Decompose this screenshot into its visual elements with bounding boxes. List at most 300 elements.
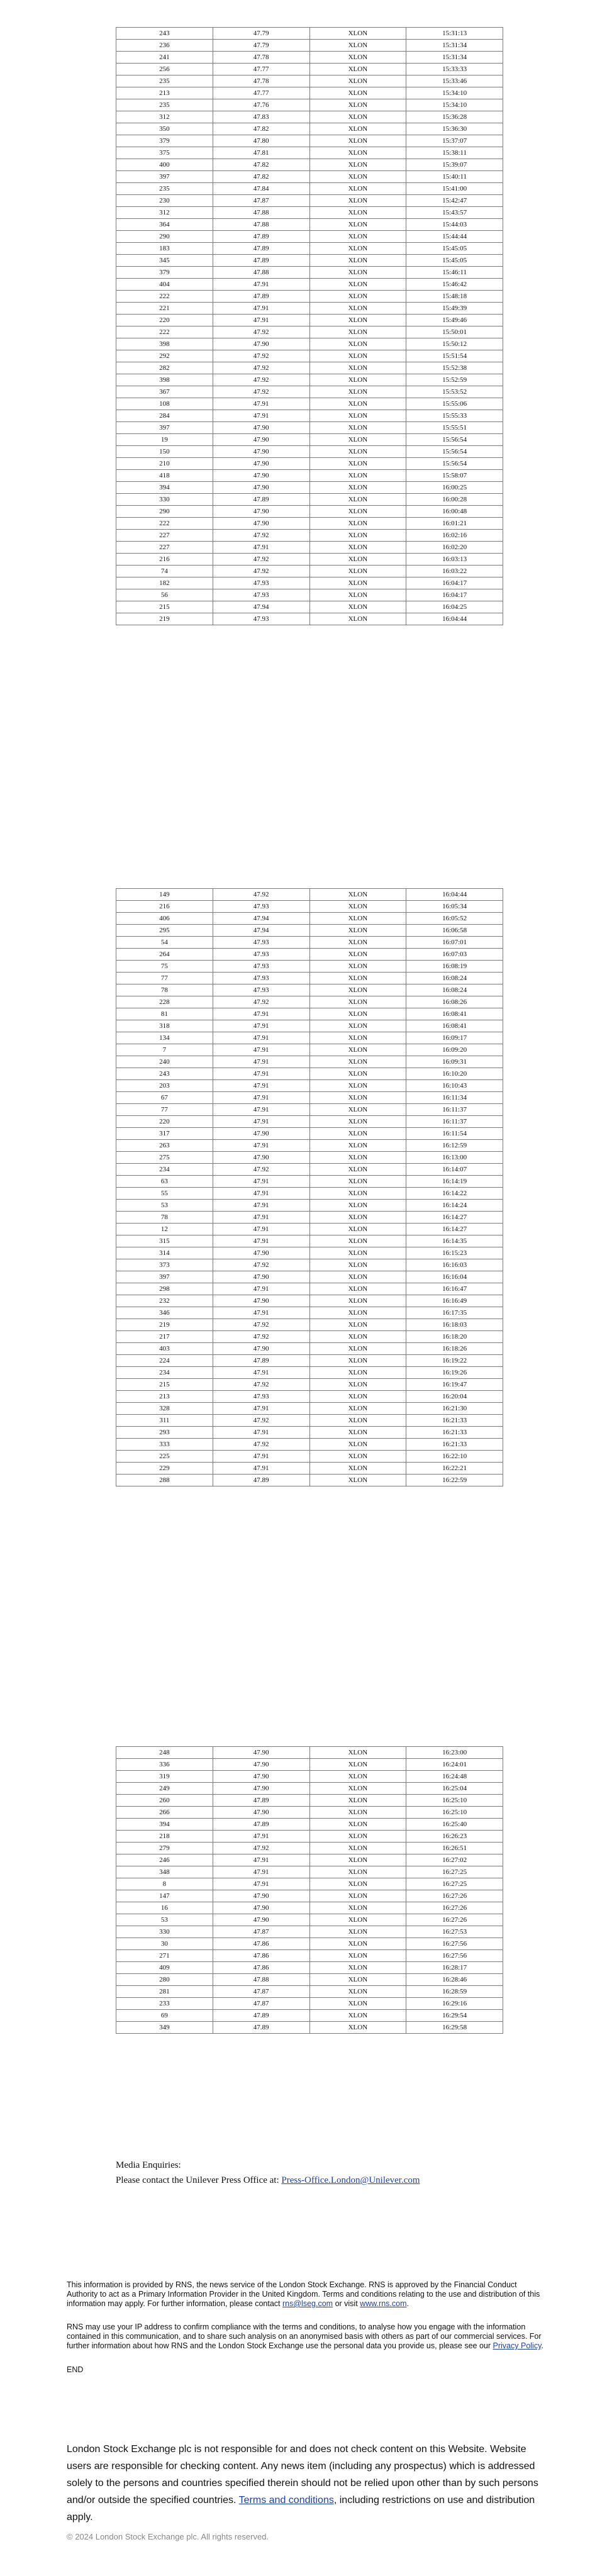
venue-cell: XLON [309,1795,406,1807]
price-cell: 47.92 [213,889,309,901]
venue-cell: XLON [309,64,406,75]
venue-cell: XLON [309,1914,406,1926]
time-cell: 16:22:59 [406,1475,503,1486]
volume-cell: 81 [116,1008,213,1020]
price-cell: 47.93 [213,589,309,601]
price-cell: 47.92 [213,362,309,374]
price-cell: 47.91 [213,1878,309,1890]
table-row [116,147,503,159]
venue-cell: XLON [309,984,406,996]
price-cell: 47.90 [213,446,309,458]
price-cell: 47.94 [213,913,309,925]
table-row [116,1831,503,1843]
time-cell: 15:48:18 [406,291,503,303]
time-cell: 15:45:05 [406,243,503,255]
venue-cell: XLON [309,231,406,243]
volume-cell: 227 [116,542,213,554]
price-cell: 47.79 [213,28,309,40]
venue-cell: XLON [309,1819,406,1831]
volume-cell: 397 [116,171,213,183]
volume-cell: 397 [116,1271,213,1283]
price-cell: 47.90 [213,1271,309,1283]
time-cell: 16:16:04 [406,1271,503,1283]
time-cell: 15:52:38 [406,362,503,374]
price-cell: 47.92 [213,1319,309,1331]
table-row [116,925,503,937]
price-cell: 47.90 [213,338,309,350]
price-cell: 47.81 [213,147,309,159]
time-cell: 16:00:28 [406,494,503,506]
table-row [116,243,503,255]
venue-cell: XLON [309,40,406,52]
table-row [116,1008,503,1020]
price-cell: 47.82 [213,171,309,183]
table-row [116,1759,503,1771]
volume-cell: 333 [116,1439,213,1451]
time-cell: 16:08:41 [406,1008,503,1020]
price-cell: 47.93 [213,577,309,589]
venue-cell: XLON [309,1926,406,1938]
volume-cell: 394 [116,1819,213,1831]
volume-cell: 330 [116,494,213,506]
table-row [116,1080,503,1092]
time-cell: 15:39:07 [406,159,503,171]
volume-cell: 222 [116,291,213,303]
time-cell: 16:08:41 [406,1020,503,1032]
price-cell: 47.94 [213,925,309,937]
media-contact-line [116,2173,420,2188]
time-cell: 15:34:10 [406,99,503,111]
venue-cell: XLON [309,410,406,422]
venue-cell: XLON [309,1998,406,2010]
table-row [116,984,503,996]
table-row [116,1032,503,1044]
price-cell: 47.76 [213,99,309,111]
venue-cell: XLON [309,1367,406,1379]
venue-cell: XLON [309,2010,406,2022]
table-row [116,422,503,434]
volume-cell: 282 [116,362,213,374]
price-cell: 47.93 [213,949,309,961]
table-row [116,542,503,554]
volume-cell: 12 [116,1224,213,1235]
price-cell: 47.92 [213,386,309,398]
time-cell: 16:21:33 [406,1439,503,1451]
trades-table-1 [116,27,503,625]
table-row [116,2022,503,2034]
volume-cell: 236 [116,40,213,52]
venue-cell: XLON [309,1962,406,1974]
time-cell: 15:55:06 [406,398,503,410]
time-cell: 16:25:40 [406,1819,503,1831]
time-cell: 16:18:26 [406,1343,503,1355]
table-row [116,1044,503,1056]
venue-cell: XLON [309,1974,406,1986]
volume-cell: 210 [116,458,213,470]
venue-cell: XLON [309,147,406,159]
table-row [116,1403,503,1415]
table-row [116,1343,503,1355]
press-office-email-link[interactable]: Press-Office.London@Unilever.com [281,2175,420,2185]
venue-cell: XLON [309,482,406,494]
time-cell: 16:24:01 [406,1759,503,1771]
venue-cell: XLON [309,291,406,303]
venue-cell: XLON [309,1427,406,1439]
time-cell: 16:25:10 [406,1807,503,1819]
table-row [116,315,503,326]
venue-cell: XLON [309,398,406,410]
price-cell: 47.92 [213,326,309,338]
volume-cell: 284 [116,410,213,422]
venue-cell: XLON [309,303,406,315]
volume-cell: 400 [116,159,213,171]
media-heading: Media Enquiries: [116,2160,181,2170]
volume-cell: 281 [116,1986,213,1998]
price-cell: 47.90 [213,470,309,482]
venue-cell: XLON [309,87,406,99]
price-cell: 47.86 [213,1950,309,1962]
venue-cell: XLON [309,494,406,506]
volume-cell: 403 [116,1343,213,1355]
price-cell: 47.92 [213,1415,309,1427]
venue-cell: XLON [309,1902,406,1914]
price-cell: 47.93 [213,937,309,949]
rns-disclaimer-text: This information is provided by RNS, the news service of the London Stock Exchange. RNS is approved by the Financial Conduct Authority to act as a Primary Information Provider in the United Kingdom. Terms and conditions relating to the use and distribution of this information may apply. For further information, please contact [67,2280,540,2308]
price-cell: 47.78 [213,52,309,64]
venue-cell: XLON [309,961,406,973]
price-cell: 47.92 [213,554,309,566]
time-cell: 15:50:12 [406,338,503,350]
price-cell: 47.91 [213,1104,309,1116]
table-row [116,99,503,111]
table-row [116,1843,503,1854]
table-row [116,1176,503,1188]
table-row [116,530,503,542]
venue-cell: XLON [309,52,406,64]
venue-cell: XLON [309,1104,406,1116]
volume-cell: 108 [116,398,213,410]
time-cell: 15:40:11 [406,171,503,183]
table-row [116,1056,503,1068]
table-row [116,913,503,925]
price-cell: 47.87 [213,1986,309,1998]
time-cell: 16:10:20 [406,1068,503,1080]
price-cell: 47.91 [213,1854,309,1866]
price-cell: 47.91 [213,1116,309,1128]
time-cell: 16:14:35 [406,1235,503,1247]
time-cell: 16:14:22 [406,1188,503,1200]
table-row [116,1212,503,1224]
venue-cell: XLON [309,470,406,482]
price-cell: 47.87 [213,195,309,207]
table-row [116,1068,503,1080]
table-row [116,1355,503,1367]
volume-cell: 266 [116,1807,213,1819]
time-cell: 16:08:26 [406,996,503,1008]
time-cell: 15:56:54 [406,434,503,446]
volume-cell: 280 [116,1974,213,1986]
table-row [116,1451,503,1463]
volume-cell: 271 [116,1950,213,1962]
trades-table-2 [116,888,503,1486]
price-cell: 47.91 [213,1831,309,1843]
volume-cell: 348 [116,1866,213,1878]
time-cell: 15:42:47 [406,195,503,207]
price-cell: 47.91 [213,398,309,410]
venue-cell: XLON [309,267,406,279]
volume-cell: 149 [116,889,213,901]
rns-disclaimer: This information is provided by RNS, the news service of the London Stock Exchange. RNS is approved by the Financial Conduct Authority to act as a Primary Information Provider in the United Kingdom. Terms and conditions relating to the use and distribution of this information may apply. For further information, please contact rns@lseg.com or visit www.rns.com. [67,2280,540,2308]
table-row [116,1200,503,1212]
table-row [116,135,503,147]
time-cell: 16:19:22 [406,1355,503,1367]
volume-cell: 219 [116,1319,213,1331]
table-row [116,1795,503,1807]
venue-cell: XLON [309,326,406,338]
table-row [116,2010,503,2022]
price-cell: 47.91 [213,1235,309,1247]
venue-cell: XLON [309,1950,406,1962]
volume-cell: 350 [116,123,213,135]
table-row [116,326,503,338]
price-cell: 47.89 [213,494,309,506]
time-cell: 16:10:43 [406,1080,503,1092]
venue-cell: XLON [309,1938,406,1950]
time-cell: 15:53:52 [406,386,503,398]
venue-cell: XLON [309,315,406,326]
volume-cell: 63 [116,1176,213,1188]
venue-cell: XLON [309,219,406,231]
volume-cell: 275 [116,1152,213,1164]
time-cell: 16:29:58 [406,2022,503,2034]
venue-cell: XLON [309,1247,406,1259]
price-cell: 47.90 [213,506,309,518]
table-row [116,1224,503,1235]
time-cell: 16:07:03 [406,949,503,961]
volume-cell: 256 [116,64,213,75]
rns-privacy-notice: RNS may use your IP address to confirm compliance with the terms and conditions, to analyse how you engage with the information contained in this communication, and to share such analysis on an anonymised basis with others as part of our commercial services. For further information about how RNS and the London Stock Exchange use the personal data you provide us, please see our Privacy Policy. [67,2322,543,2350]
venue-cell: XLON [309,566,406,577]
time-cell: 15:44:03 [406,219,503,231]
volume-cell: 248 [116,1747,213,1759]
price-cell: 47.91 [213,1283,309,1295]
table-row [116,111,503,123]
venue-cell: XLON [309,1116,406,1128]
price-cell: 47.93 [213,1391,309,1403]
volume-cell: 293 [116,1427,213,1439]
venue-cell: XLON [309,1008,406,1020]
volume-cell: 225 [116,1451,213,1463]
time-cell: 15:46:42 [406,279,503,291]
venue-cell: XLON [309,1379,406,1391]
time-cell: 15:36:30 [406,123,503,135]
venue-cell: XLON [309,518,406,530]
venue-cell: XLON [309,589,406,601]
price-cell: 47.90 [213,1771,309,1783]
venue-cell: XLON [309,577,406,589]
table-row [116,996,503,1008]
volume-cell: 232 [116,1295,213,1307]
price-cell: 47.91 [213,1367,309,1379]
time-cell: 15:56:54 [406,458,503,470]
venue-cell: XLON [309,1271,406,1283]
volume-cell: 364 [116,219,213,231]
volume-cell: 213 [116,1391,213,1403]
price-cell: 47.90 [213,458,309,470]
time-cell: 16:02:16 [406,530,503,542]
price-cell: 47.79 [213,40,309,52]
time-cell: 16:11:54 [406,1128,503,1140]
volume-cell: 295 [116,925,213,937]
volume-cell: 215 [116,1379,213,1391]
venue-cell: XLON [309,135,406,147]
time-cell: 16:05:34 [406,901,503,913]
venue-cell: XLON [309,374,406,386]
table-row [116,374,503,386]
table-row [116,566,503,577]
volume-cell: 243 [116,1068,213,1080]
table-row [116,64,503,75]
volume-cell: 240 [116,1056,213,1068]
time-cell: 16:03:22 [406,566,503,577]
table-row [116,1116,503,1128]
table-row [116,1747,503,1759]
rns-email-link[interactable]: rns@lseg.com [282,2299,333,2308]
volume-cell: 404 [116,279,213,291]
time-cell: 16:13:00 [406,1152,503,1164]
time-cell: 16:04:44 [406,889,503,901]
table-row [116,123,503,135]
venue-cell: XLON [309,1391,406,1403]
table-row [116,1807,503,1819]
venue-cell: XLON [309,1188,406,1200]
venue-cell: XLON [309,1890,406,1902]
time-cell: 16:17:35 [406,1307,503,1319]
price-cell: 47.91 [213,542,309,554]
time-cell: 16:16:47 [406,1283,503,1295]
rns-privacy-text: RNS may use your IP address to confirm compliance with the terms and conditions, to analyse how you engage with the information contained in this communication, and to share such analysis on an anonymised basis with others as part of our commercial services. For further information about how RNS and the London Stock Exchange use the personal data you provide us, please see our [67,2322,542,2350]
volume-cell: 134 [116,1032,213,1044]
table-row [116,1307,503,1319]
time-cell: 15:55:33 [406,410,503,422]
table-row [116,889,503,901]
volume-cell: 379 [116,135,213,147]
time-cell: 15:41:00 [406,183,503,195]
time-cell: 16:06:58 [406,925,503,937]
price-cell: 47.90 [213,1759,309,1771]
table-row [116,362,503,374]
venue-cell: XLON [309,183,406,195]
price-cell: 47.90 [213,1807,309,1819]
price-cell: 47.90 [213,1247,309,1259]
table-row [116,577,503,589]
venue-cell: XLON [309,422,406,434]
terms-and-conditions-link[interactable]: Terms and conditions [238,2495,334,2506]
table-row [116,434,503,446]
time-cell: 16:26:51 [406,1843,503,1854]
price-cell: 47.77 [213,64,309,75]
time-cell: 16:04:44 [406,613,503,625]
rns-website-link[interactable]: www.rns.com [360,2299,407,2308]
venue-cell: XLON [309,255,406,267]
price-cell: 47.86 [213,1962,309,1974]
venue-cell: XLON [309,530,406,542]
price-cell: 47.92 [213,530,309,542]
time-cell: 16:27:26 [406,1902,503,1914]
volume-cell: 220 [116,1116,213,1128]
time-cell: 15:34:10 [406,87,503,99]
volume-cell: 213 [116,87,213,99]
table-row [116,1974,503,1986]
venue-cell: XLON [309,506,406,518]
time-cell: 16:28:17 [406,1962,503,1974]
venue-cell: XLON [309,913,406,925]
price-cell: 47.90 [213,482,309,494]
volume-cell: 75 [116,961,213,973]
volume-cell: 375 [116,147,213,159]
price-cell: 47.90 [213,434,309,446]
venue-cell: XLON [309,1164,406,1176]
lse-disclaimer [67,2441,551,2526]
price-cell: 47.88 [213,219,309,231]
table-row [116,1140,503,1152]
venue-cell: XLON [309,1463,406,1475]
volume-cell: 328 [116,1403,213,1415]
table-row [116,506,503,518]
venue-cell: XLON [309,1771,406,1783]
time-cell: 16:20:04 [406,1391,503,1403]
table-row [116,1783,503,1795]
table-row [116,255,503,267]
volume-cell: 147 [116,1890,213,1902]
time-cell: 15:49:46 [406,315,503,326]
venue-cell: XLON [309,99,406,111]
volume-cell: 263 [116,1140,213,1152]
price-cell: 47.92 [213,566,309,577]
price-cell: 47.93 [213,961,309,973]
time-cell: 16:07:01 [406,937,503,949]
volume-cell: 292 [116,350,213,362]
venue-cell: XLON [309,1439,406,1451]
venue-cell: XLON [309,1319,406,1331]
table-row [116,183,503,195]
volume-cell: 311 [116,1415,213,1427]
table-row [116,1854,503,1866]
table-row [116,1866,503,1878]
volume-cell: 243 [116,28,213,40]
venue-cell: XLON [309,350,406,362]
table-row [116,303,503,315]
volume-cell: 69 [116,2010,213,2022]
table-row [116,1319,503,1331]
venue-cell: XLON [309,1295,406,1307]
price-cell: 47.91 [213,1044,309,1056]
privacy-policy-link[interactable]: Privacy Policy [493,2341,542,2350]
volume-cell: 183 [116,243,213,255]
venue-cell: XLON [309,28,406,40]
volume-cell: 398 [116,338,213,350]
volume-cell: 241 [116,52,213,64]
table-row [116,219,503,231]
table-row [116,901,503,913]
volume-cell: 349 [116,2022,213,2034]
venue-cell: XLON [309,338,406,350]
table-row [116,1878,503,1890]
price-cell: 47.90 [213,1295,309,1307]
venue-cell: XLON [309,1831,406,1843]
volume-cell: 235 [116,183,213,195]
price-cell: 47.91 [213,1427,309,1439]
